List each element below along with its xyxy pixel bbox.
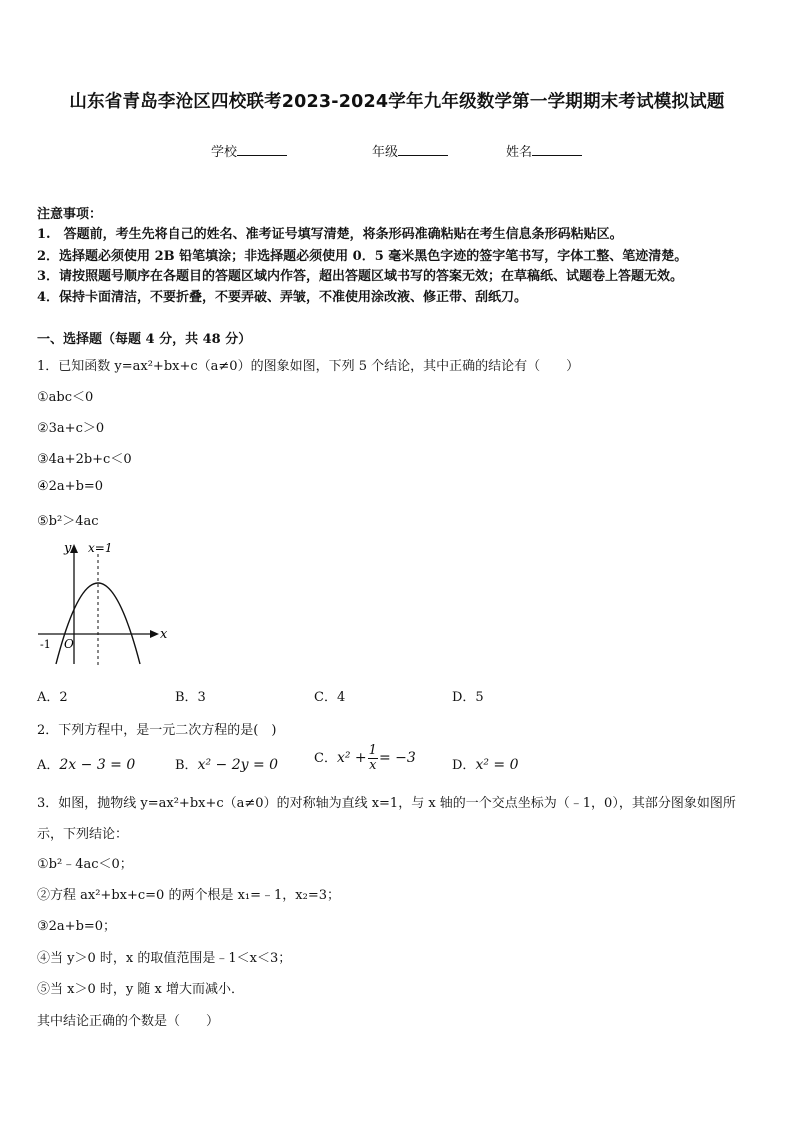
- q1-conclusion: ①abc＜0: [37, 390, 94, 405]
- q2-stem: 2．下列方程中，是一元二次方程的是( ): [37, 723, 277, 738]
- x-axis-arrow: [150, 630, 159, 638]
- grade-label: 年级: [372, 145, 399, 160]
- q2-option-d[interactable]: [452, 754, 518, 773]
- section-heading: 一、选择题（每题 4 分，共 48 分）: [37, 332, 252, 347]
- q2-option-b[interactable]: [175, 754, 278, 773]
- name-field[interactable]: [506, 141, 582, 160]
- grade-blank[interactable]: [398, 145, 448, 156]
- origin-label: O: [64, 637, 74, 651]
- school-field[interactable]: [211, 141, 287, 160]
- q1-options: [0, 686, 794, 706]
- q2-option-a-letter: A．: [37, 758, 60, 773]
- q1-option-b[interactable]: B．3: [175, 690, 206, 705]
- q1-conclusion: ②3a+c＞0: [37, 421, 105, 436]
- q2-option-b-math: x² − 2y = 0: [197, 757, 279, 773]
- q2-option-c-fraction: [368, 744, 378, 773]
- q1-option-d[interactable]: D．5: [452, 690, 484, 705]
- q2-option-d-math: x² = 0: [475, 757, 519, 773]
- neg-one-label: -1: [40, 638, 51, 651]
- q2-option-c[interactable]: [314, 744, 416, 773]
- q1-option-c[interactable]: C．4: [314, 690, 346, 705]
- q2-options: [0, 744, 794, 784]
- q2-option-c-math: x² +: [336, 750, 367, 766]
- parabola-graph: [34, 538, 174, 666]
- grade-field[interactable]: [372, 141, 448, 160]
- q1-stem: 1．已知函数 y=ax²+bx+c（a≠0）的图象如图，下列 5 个结论，其中正确的结论有（ ）: [37, 359, 580, 374]
- q2-option-a[interactable]: [37, 754, 135, 773]
- name-label: 姓名: [506, 145, 533, 160]
- symmetry-label: x=1: [88, 541, 113, 555]
- page-title: 山东省青岛李沧区四校联考2023-2024学年九年级数学第一学期期末考试模拟试题: [69, 92, 725, 112]
- q3-stem: 3．如图，抛物线 y=ax²+bx+c（a≠0）的对称轴为直线 x=1，与 x 轴的一个交点坐标为（﹣1，0），其部分图象如图所: [37, 796, 736, 811]
- notice-item: 3．请按照题号顺序在各题目的答题区域内作答，超出答题区域书写的答案无效；在草稿纸、试题卷上答题无效。: [37, 269, 684, 284]
- notice-item: 4．保持卡面清洁，不要折叠，不要弄破、弄皱，不准使用涂改液、修正带、刮纸刀。: [37, 290, 528, 305]
- school-blank[interactable]: [237, 145, 287, 156]
- q1-conclusion: ③4a+2b+c＜0: [37, 452, 132, 467]
- q3-conclusion: ⑤当 x＞0 时，y 随 x 增大而减小．: [37, 982, 244, 997]
- q1-option-a[interactable]: A．2: [37, 690, 68, 705]
- q1-conclusion: ⑤b²＞4ac: [37, 514, 99, 529]
- fraction-denominator: x: [369, 758, 377, 773]
- q2-option-c-math-rhs: = −3: [378, 750, 416, 766]
- q2-option-c-letter: C．: [314, 751, 337, 766]
- notice-heading: 注意事项：: [37, 207, 103, 222]
- q1-conclusion: ④2a+b=0: [37, 479, 104, 494]
- q3-conclusion: ③2a+b=0；: [37, 919, 117, 934]
- name-blank[interactable]: [532, 145, 582, 156]
- x-label: x: [160, 627, 168, 642]
- fraction-numerator: 1: [368, 743, 377, 758]
- q3-stem-cont: 示，下列结论：: [37, 827, 129, 842]
- q3-conclusion: ②方程 ax²+bx+c=0 的两个根是 x₁=﹣1，x₂=3；: [37, 888, 340, 903]
- q2-option-a-math: 2x − 3 = 0: [59, 757, 136, 773]
- q2-option-b-letter: B．: [175, 758, 198, 773]
- notice-item: 2．选择题必须使用 2B 铅笔填涂；非选择题必须使用 0．5 毫米黑色字迹的签字笔书写，字体工整、笔迹清楚。: [37, 249, 688, 264]
- q3-question: 其中结论正确的个数是（ ）: [37, 1014, 220, 1029]
- school-label: 学校: [211, 145, 238, 160]
- q3-conclusion: ①b²﹣4ac＜0；: [37, 857, 133, 872]
- notice-item: 1. 答题前，考生先将自己的姓名、准考证号填写清楚，将条形码准确粘贴在考生信息条形码粘贴区。: [37, 227, 623, 242]
- q2-option-d-letter: D．: [452, 758, 476, 773]
- y-label: y: [64, 541, 72, 556]
- q3-conclusion: ④当 y＞0 时，x 的取值范围是﹣1＜x＜3；: [37, 951, 292, 966]
